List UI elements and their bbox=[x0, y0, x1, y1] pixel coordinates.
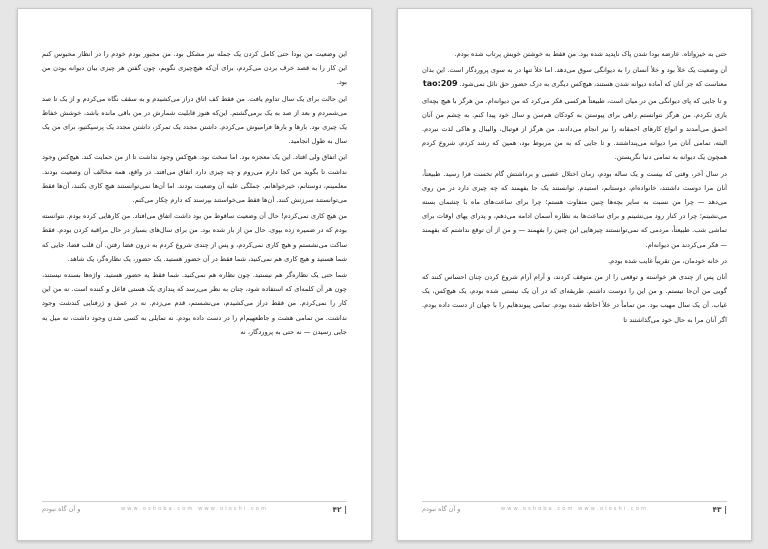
page-number-value: ۴۲ bbox=[332, 505, 342, 514]
paragraph: من هیچ کاری نمی‌کردم! حال آن وضعیت ساقوط من بود داشت اتفاق می‌افتاد. من کارهایی کرده بودم. نتوانسته بودم که در ضمیره زده بپوی. حال من از بار شده بود. من برای سال‌های بسیار در حال مراقبه کردن بودم. فقط ساکت می‌نشستم و هیچ کاری نمی‌کردم، و پس از چندی شروع کردم به درون فضا رفتن. آن قلب فضا، جایی که شما هستید و هیچ کاری هم نمی‌کنید، شما فقط در آن حضور هستید. یک حضور، یک نظاره‌گر، یک شاهد. bbox=[42, 212, 347, 263]
left-page-footer bbox=[42, 501, 347, 520]
paragraph: شما حتی یک نظاره‌گر هم نیستید. چون نظاره هم نمی‌کنید. شما فقط یه حضور هستید. واژه‌ها بسنده نیستند، چون هر آن کلمه‌ای که استفاده شود، چنان به نظر می‌رسد که پندازی یک هستی فاعل و کننده است. نه من این کار را نمی‌کردم. من فقط دراز می‌کشیدم، می‌نشستم، قدم می‌زدم. نه در عمق و ژرفنایی کندشت وجود نداشت. من تمامی هشت و جاطعهیم‌ام را در دست داده بودم. نه تمایلی به کسی شدن وجود داشت، نه میل به جایی رسیدن — نه حتی به پروردگار، نه bbox=[42, 271, 347, 336]
paragraph: این اتفاق ولی افتاد. این یک معجزه بود. اما سخت بود. هیچ‌کس وجود نداشت تا از من حمایت کند. هیچ‌کس وجود نداشت تا بگوید من کجا دارم می‌روم و چه چیزی دارد اتفاق می‌افتد. در واقع، همه مخالف آن وضعیت بودند. معلمینم، دوستانم، خیرخواهانم. جملگی علیه آن وضعیت بودند. اما آن‌ها نمی‌توانستند هیچ کاری بکنند، آن‌ها فقط می‌توانستند سرزنش کنند. آن‌ها فقط می‌خواستند بپرسند که دارم چکار می‌کنم. bbox=[42, 153, 347, 205]
paragraph: در سال آخر، وقتی که بیست و یک ساله بودم، زمان اختلال عصبی و برداشتش گام نخست فرا رسید. طبیعتاً، آنان مرا دوست داشتند، خانواده‌ام، دوستانم، استیدم. توانستند یک جا بفهمند که چه چیزی دارد در من روی می‌دهد — چرا من نسبت به سایر بچه‌ها چنین متفاوت هستم؛ چرا برای ساعت‌های ماه با چشمان بسته می‌نشینم؛ چرا در کنار رود می‌نشینم و برای ساعت‌ها به نظاره آسمان ادامه می‌دهم، و پدرای پهای اوقات برای تماشی شب. طبیعتاً، مردمی که نمی‌توانستند چیزهایی این چنین را بفهمند — و من از آن توقع نداشتم که بفهمند — فکر می‌کردند من دیوانه‌ام. bbox=[422, 169, 727, 249]
reference-citation: tao:209 bbox=[422, 79, 458, 89]
right-page-footer bbox=[422, 501, 727, 520]
page-number-value: ۴۳ bbox=[712, 505, 722, 514]
paragraph: این حالت برای یک سال تداوم یافت. من فقط کف اتاق دراز می‌کشیدم و به سقف نگاه می‌کردم و از یک تا صد می‌شمردم و بعد از صد به یک برمی‌گشتم. این‌که هنوز قابلیت شمارش در من باقی مانده باشد، خوشش خفاظ یک چیزی بود. بارها و بارها فرامیوش می‌کردم. داشتن مجدد یک تمرکز، داشتن مجدد یک پرسپکتیو، برای من یک سال به طول انجامید. bbox=[42, 94, 347, 146]
paragraph bbox=[422, 63, 727, 91]
page-number: | ۴۳ bbox=[712, 505, 727, 514]
book-title: و آن گاه نبودم bbox=[42, 505, 81, 513]
paragraph: این وضعیت من بودا حتی کامل کردن یک جمله نیز مشکل بود. من مجبور بودم خودم را در انظار محبوس کنم این کار را به قصد خرف بردن می‌کردم، برای آن‌که هیچ‌چیزی نگویم، چون گفتن هر چیزی بیان دیوانه بودن من بود. bbox=[42, 50, 347, 87]
paragraph: در خانه خودمان، من تقریباً غایب شده بودم. bbox=[608, 256, 727, 265]
paragraph: و تا جایی که پای دیوانگی من در میان است، طبیعتاً هرکسی فکر می‌کرد که من دیوانه‌ام. من هرگز با هیچ بچه‌ای بازی نکردم. من هرگز نتوانستم راهی برای پیوستن به کودکان هم‌سن و سال خود پیدا کنم. به چشم من آنان احمق می‌آمدند و انواع کارهای احمقانه را نیز انجام می‌دادند. من هرگز از فوتبال، والیبال و هاکی لذت نبردم. البته، تمامی آنان مرا دیوانه می‌پنداشتند. و تا جایی که به من مربوط بود، همین که رشد کردم، شروع کردم همچون یک دیوانه به تمامی دنیا نگریستن. bbox=[422, 96, 727, 162]
website-watermark: www.oshoba.com www.oloshi.com bbox=[501, 506, 648, 512]
left-page-body bbox=[42, 47, 347, 494]
left-page bbox=[17, 8, 372, 541]
website-watermark: www.oshoba.com www.oloshi.com bbox=[121, 506, 268, 512]
page-number: | ۴۲ bbox=[332, 505, 347, 514]
paragraph: آنان پس از چندی هر خواسته و توقعی را از من متوقف کردند، و آرام آرام شروع کردن چنان احساس کنند که گویی من آن‌جا نیستم. و من این را دوست داشتم. طریقه‌ای که در آن یک نیستی شده بودم، یک هیچ‌کس، یک غیاب. آن یک سال مهیب بود. من تماماً در خلأ احاطه شده بودم. تمامی پیوندهایم را با جهان از دست داده بودم. اگر آنان مرا به حال خود می‌گذاشتند تا bbox=[422, 273, 727, 324]
book-title: و آن گاه نبودم bbox=[422, 505, 461, 513]
right-page bbox=[397, 8, 752, 541]
right-page-body bbox=[422, 47, 727, 494]
paragraph: حتی به خیرواتاه. عارضه بودا شدن پاک ناپدید شده بود. من فقط به خوشتن خویش پرتاب شده بودم. bbox=[454, 50, 727, 58]
paragraph-text: آن وضعیت یک خلأ بود و خلأ آنسان را به دیوانگی سوق می‌دهد. اما خلأ تنها در به سوی پروردگار است. این بدان معناست که جز آنان که آماده دیوانه شدن هستند، هیچ‌کس دیگری به درک حضور حق نائل نمی‌شود. bbox=[422, 66, 727, 89]
